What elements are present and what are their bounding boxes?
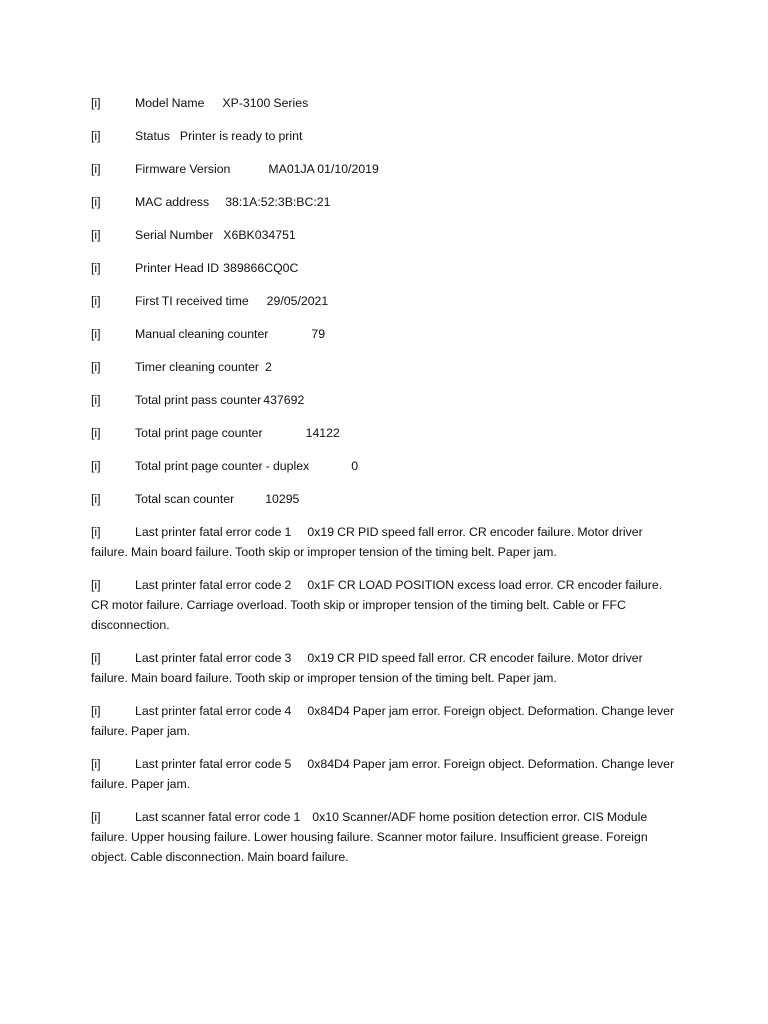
- status-entry: [91, 93, 681, 113]
- entry-label: Total print pass counter: [135, 393, 262, 407]
- entry-label: Firmware Version: [135, 162, 231, 176]
- entry-tag: [i]: [91, 525, 101, 539]
- status-entry: [91, 648, 681, 688]
- entry-tag: [i]: [91, 294, 101, 308]
- status-entry: [91, 324, 681, 344]
- status-entry: [91, 489, 681, 509]
- status-entry: [91, 423, 681, 443]
- entry-label: Last printer fatal error code 3: [135, 651, 292, 665]
- entry-label: Last printer fatal error code 4: [135, 704, 292, 718]
- entry-tag: [i]: [91, 195, 101, 209]
- entry-tag: [i]: [91, 492, 101, 506]
- status-entry: [91, 754, 681, 794]
- entry-label: First TI received time: [135, 294, 249, 308]
- entry-label: Total print page counter: [135, 426, 263, 440]
- entry-label: Manual cleaning counter: [135, 327, 269, 341]
- status-entry: [91, 357, 681, 377]
- entry-tag: [i]: [91, 651, 101, 665]
- status-entry: [91, 701, 681, 741]
- entry-value: 29/05/2021: [266, 294, 329, 308]
- entry-tag: [i]: [91, 162, 101, 176]
- entry-value: 79: [311, 327, 326, 341]
- status-entry: [91, 807, 681, 867]
- entry-tag: [i]: [91, 810, 101, 824]
- status-entry: [91, 258, 681, 278]
- entry-value: X6BK034751: [223, 228, 296, 242]
- entry-label: Last scanner fatal error code 1: [135, 810, 301, 824]
- entry-tag: [i]: [91, 757, 101, 771]
- entry-tag: [i]: [91, 360, 101, 374]
- entry-value: 2: [265, 360, 272, 374]
- status-entry: [91, 522, 681, 562]
- entry-label: Serial Number: [135, 228, 214, 242]
- entry-value: 0x1F CR LOAD POSITION excess load error. CR encoder failure. CR motor failure. Carriage overload. Tooth skip or improper tension of the timing belt. Cable or FFC disconnection.: [91, 578, 663, 632]
- entry-tag: [i]: [91, 393, 101, 407]
- status-entry: [91, 456, 681, 476]
- entry-value: Printer is ready to print: [179, 129, 303, 143]
- entry-value: 38:1A:52:3B:BC:21: [225, 195, 331, 209]
- entry-tag: [i]: [91, 459, 101, 473]
- status-sheet: [91, 93, 681, 880]
- entry-value: 14122: [305, 426, 340, 440]
- entry-value: 0x10 Scanner/ADF home position detection error. CIS Module failure. Upper housing failure. Lower housing failure. Scanner motor failure. Insufficient grease. Foreign object. Cable disconnection. Main board failure.: [91, 810, 648, 864]
- entry-value: 0x19 CR PID speed fall error. CR encoder failure. Motor driver failure. Main board failure. Tooth skip or improper tension of the timing belt. Paper jam.: [91, 525, 643, 559]
- entry-label: Timer cleaning counter: [135, 360, 260, 374]
- entry-label: Last printer fatal error code 1: [135, 525, 292, 539]
- entry-tag: [i]: [91, 327, 101, 341]
- entry-value: 0: [351, 459, 359, 473]
- entry-label: Model Name: [135, 96, 205, 110]
- entry-label: Last printer fatal error code 2: [135, 578, 292, 592]
- entry-label: Status: [135, 129, 170, 143]
- entry-tag: [i]: [91, 228, 101, 242]
- entry-label: Last printer fatal error code 5: [135, 757, 292, 771]
- status-entry: [91, 192, 681, 212]
- entry-label: Total scan counter: [135, 492, 235, 506]
- entry-tag: [i]: [91, 261, 101, 275]
- entry-tag: [i]: [91, 426, 101, 440]
- entry-value: XP-3100 Series: [222, 96, 309, 110]
- status-entry: [91, 225, 681, 245]
- entry-value: 0x19 CR PID speed fall error. CR encoder failure. Motor driver failure. Main board failure. Tooth skip or improper tension of the timing belt. Paper jam.: [91, 651, 643, 685]
- entry-tag: [i]: [91, 704, 101, 718]
- entry-value: 0x84D4 Paper jam error. Foreign object. Deformation. Change lever failure. Paper jam.: [91, 704, 675, 738]
- entry-tag: [i]: [91, 578, 101, 592]
- status-entry: [91, 575, 681, 635]
- entry-value: 10295: [265, 492, 300, 506]
- status-entry: [91, 390, 681, 410]
- entry-value: 389866CQ0C: [223, 261, 299, 275]
- entry-value: MA01JA 01/10/2019: [268, 162, 379, 176]
- entry-label: MAC address: [135, 195, 210, 209]
- entry-label: Total print page counter - duplex: [135, 459, 310, 473]
- entry-value: 437692: [263, 393, 305, 407]
- status-entry: [91, 126, 681, 146]
- entry-tag: [i]: [91, 96, 101, 110]
- status-entry: [91, 291, 681, 311]
- entry-value: 0x84D4 Paper jam error. Foreign object. Deformation. Change lever failure. Paper jam.: [91, 757, 675, 791]
- status-entry: [91, 159, 681, 179]
- entry-label: Printer Head ID: [135, 261, 220, 275]
- entry-tag: [i]: [91, 129, 101, 143]
